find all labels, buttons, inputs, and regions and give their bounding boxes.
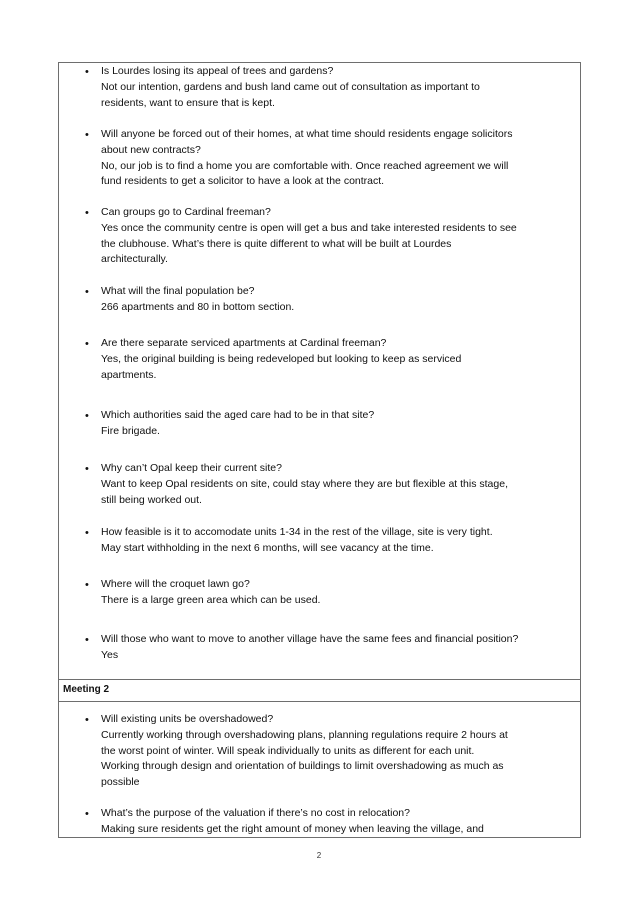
- answer-text: May start withholding in the next 6 months, will see vacancy at the time.: [101, 541, 434, 554]
- bullet-icon: •: [85, 527, 89, 539]
- question-text: What will the final population be?: [101, 285, 255, 297]
- bullet-icon: •: [85, 129, 89, 141]
- answer-text: Yes: [101, 648, 119, 661]
- question-text: How feasible is it to accomodate units 1-34 in the rest of the village, site is very tight.: [101, 526, 493, 538]
- qa-item: [101, 712, 571, 791]
- bullet-icon: •: [85, 808, 89, 820]
- bullet-icon: •: [85, 714, 89, 726]
- answer-text: still being worked out.: [101, 493, 202, 506]
- page-number: 2: [316, 851, 322, 860]
- qa-item: [101, 806, 571, 838]
- row-divider: [59, 701, 580, 702]
- answer-text: Not our intention, gardens and bush land came out of consultation as important to: [101, 80, 480, 93]
- question-text: Where will the croquet lawn go?: [101, 578, 250, 590]
- question-text: What’s the purpose of the valuation if there’s no cost in relocation?: [101, 807, 410, 819]
- answer-text: the worst point of winter. Will speak individually to units as different for each unit.: [101, 744, 475, 757]
- qa-item: [101, 461, 571, 508]
- question-text-cont: about new contracts?: [101, 143, 201, 156]
- question-text: Are there separate serviced apartments at Cardinal freeman?: [101, 337, 387, 349]
- answer-text: Working through design and orientation of buildings to limit overshadowing as much as: [101, 760, 504, 773]
- bullet-icon: •: [85, 410, 89, 422]
- qa-item: [101, 577, 571, 609]
- answer-text: fund residents to get a solicitor to have a look at the contract.: [101, 175, 385, 188]
- bullet-icon: •: [85, 579, 89, 591]
- question-text: Which authorities said the aged care had to be in that site?: [101, 409, 375, 421]
- qa-item: [101, 336, 571, 383]
- qa-item: [101, 632, 571, 664]
- question-text: Will anyone be forced out of their homes, at what time should residents engage solicitors: [101, 128, 513, 140]
- answer-text: apartments.: [101, 368, 157, 381]
- bullet-icon: •: [85, 286, 89, 298]
- qa-item: [101, 127, 571, 190]
- meeting-heading: Meeting 2: [63, 684, 110, 695]
- question-text: Why can’t Opal keep their current site?: [101, 462, 282, 474]
- row-divider: [59, 679, 580, 680]
- question-text: Will those who want to move to another village have the same fees and financial position?: [101, 633, 519, 645]
- answer-text: Making sure residents get the right amount of money when leaving the village, and: [101, 822, 484, 835]
- question-text: Will existing units be overshadowed?: [101, 713, 274, 725]
- answer-text: Want to keep Opal residents on site, could stay where they are but flexible at this stage,: [101, 477, 508, 490]
- answer-text: Fire brigade.: [101, 424, 160, 437]
- question-text: Is Lourdes losing its appeal of trees and gardens?: [101, 65, 334, 77]
- qa-item: [101, 525, 571, 557]
- qa-item: [101, 408, 571, 440]
- qa-item: [101, 205, 571, 268]
- answer-text: the clubhouse. What’s there is quite different to what will be built at Lourdes: [101, 237, 452, 250]
- bullet-icon: •: [85, 66, 89, 78]
- answer-text: Currently working through overshadowing plans, planning regulations require 2 hours at: [101, 728, 508, 741]
- answer-text: 266 apartments and 80 in bottom section.: [101, 300, 295, 313]
- answer-text: There is a large green area which can be used.: [101, 593, 321, 606]
- answer-text: possible: [101, 776, 140, 789]
- qa-item: [101, 64, 571, 111]
- bullet-icon: •: [85, 463, 89, 475]
- bullet-icon: •: [85, 207, 89, 219]
- answer-text: Yes once the community centre is open will get a bus and take interested residents to see: [101, 221, 517, 234]
- answer-text: Yes, the original building is being redeveloped but looking to keep as serviced: [101, 352, 462, 365]
- answer-text: No, our job is to find a home you are comfortable with. Once reached agreement we will: [101, 159, 509, 172]
- answer-text: residents, want to ensure that is kept.: [101, 96, 275, 109]
- bullet-icon: •: [85, 634, 89, 646]
- qa-item: [101, 284, 571, 316]
- question-text: Can groups go to Cardinal freeman?: [101, 206, 271, 218]
- bullet-icon: •: [85, 338, 89, 350]
- answer-text: architecturally.: [101, 253, 168, 266]
